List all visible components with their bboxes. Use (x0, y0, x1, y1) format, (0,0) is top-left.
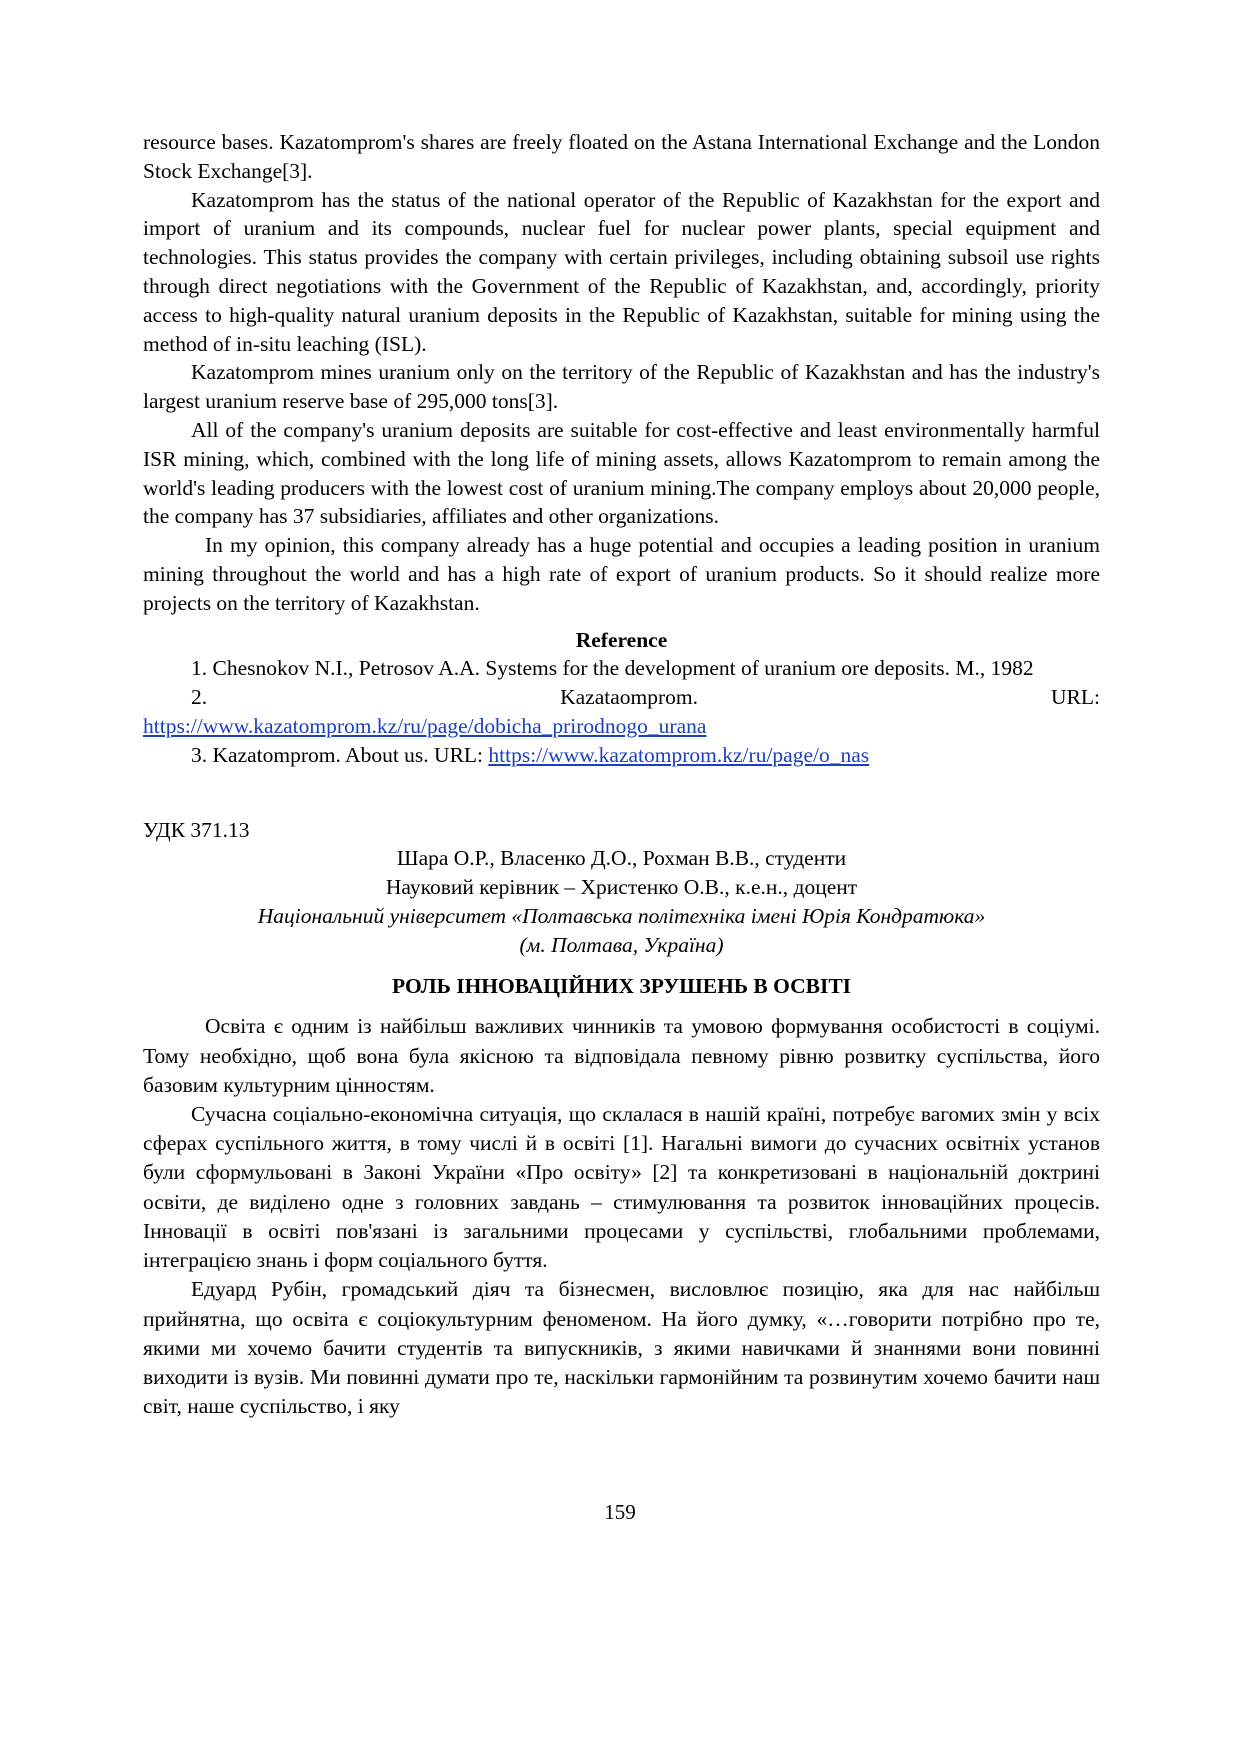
reference-item-1: 1. Chesnokov N.I., Petrosov A.A. Systems for the development of uranium ore deposits. M., 1982 (191, 656, 1034, 681)
authors-line: Шара О.Р., Власенко Д.О., Рохман В.В., студенти (396, 846, 847, 871)
affiliation-line: Національний університет «Полтавська політехніка імені Юрія Кондратюка» (257, 903, 986, 928)
reference-2-url-line (143, 712, 1100, 741)
reference-item-3 (143, 741, 1100, 770)
reference-2-url-link[interactable]: https://www.kazatomprom.kz/ru/page/dobicha_prirodnogo_urana (143, 713, 707, 738)
uk-paragraph-2: Сучасна соціально-економічна ситуація, що склалася в нашій країні, потребує вагомих змін у всіх сферах суспільного життя, в тому числі й в освіті [1]. Нагальні вимоги до сучасних освітніх установ були сформульовані в Законі України «Про освіту» [2] та конкретизовані в національній доктрині освіти, де виділено одне з головних завдань – стимулювання та розвиток інноваційних процесів. Інновації в освіті пов'язані із загальними процесами у суспільстві, глобальними проблемами, інтеграцією знань і форм соціального буття. (143, 1102, 1100, 1273)
page-number: 159 (604, 1500, 636, 1524)
reference-item-2 (143, 683, 1100, 712)
udk-code: УДК 371.13 (143, 817, 250, 842)
uk-paragraph-1: Освіта є одним із найбільш важливих чинників та умовою формування особистості в соціумі. Тому необхідно, щоб вона була якісною та відповідала певному рівню розвитку суспільства, його базовим культурним цінностям. (143, 1014, 1100, 1097)
reference-2-number: 2. (191, 685, 208, 710)
reference-2-url-label: URL: (1051, 685, 1100, 710)
reference-heading: Reference (575, 627, 668, 652)
paragraph-opinion: In my opinion, this company already has a huge potential and occupies a leading position in uranium mining throughout the world and has a high rate of export of uranium products. So it should realize more projects on the territory of Kazakhstan. (143, 533, 1100, 615)
reference-2-name: Kazataomprom. (560, 685, 699, 710)
reference-3-text: 3. Kazatomprom. About us. URL: (191, 742, 489, 767)
paragraph-mining: Kazatomprom mines uranium only on the territory of the Republic of Kazakhstan and has the industry's largest uranium reserve base of 295,000 tons[3]. (143, 360, 1100, 414)
section-spacer (143, 770, 1100, 816)
title-spacer-top (143, 960, 1100, 972)
paragraph-intro: resource bases. Kazatomprom's shares are freely floated on the Astana International Exchange and the London Stock Exchange[3]. (143, 130, 1100, 183)
title-spacer-bottom (143, 1000, 1100, 1012)
paragraph-status: Kazatomprom has the status of the national operator of the Republic of Kazakhstan for the export and import of uranium and its compounds, nuclear fuel for nuclear power plants, special equipment and technologies. This status provides the company with certain privileges, including obtaining subsoil use rights through direct negotiations with the Government of the Republic of Kazakhstan, and, accordingly, priority access to high-quality natural uranium deposits in the Republic of Kazakhstan, suitable for mining using the method of in-situ leaching (ISL). (143, 187, 1100, 356)
paragraph-deposits: All of the company's uranium deposits are suitable for cost-effective and least environmentally harmful ISR mining, which, combined with the long life of mining assets, allows Kazatomprom to remain among the world's leading producers with the lowest cost of uranium mining.The company employs about 20,000 people, the company has 37 subsidiaries, affiliates and other organizations. (143, 417, 1100, 529)
uk-paragraph-3: Едуард Рубін, громадський діяч та бізнесмен, висловлює позицію, яка для нас найбільш прийнятна, що освіта є соціокультурним феноменом. На його думку, «…говорити потрібно про те, якими ми хочемо бачити студентів та випускників, з якими навичками й знаннями вони повинні виходити із вузів. Ми повинні думати про те, наскільки гармонійним та розвинутим хочемо бачити наш світ, наше суспільство, і яку (143, 1277, 1100, 1419)
supervisor-line: Науковий керівник – Христенко О.В., к.е.н., доцент (385, 875, 858, 900)
reference-3-url-link[interactable]: https://www.kazatomprom.kz/ru/page/o_nas (488, 742, 870, 767)
article-title: РОЛЬ ІННОВАЦІЙНИХ ЗРУШЕНЬ В ОСВІТІ (391, 973, 852, 998)
city-line: (м. Полтава, Україна) (519, 932, 724, 957)
